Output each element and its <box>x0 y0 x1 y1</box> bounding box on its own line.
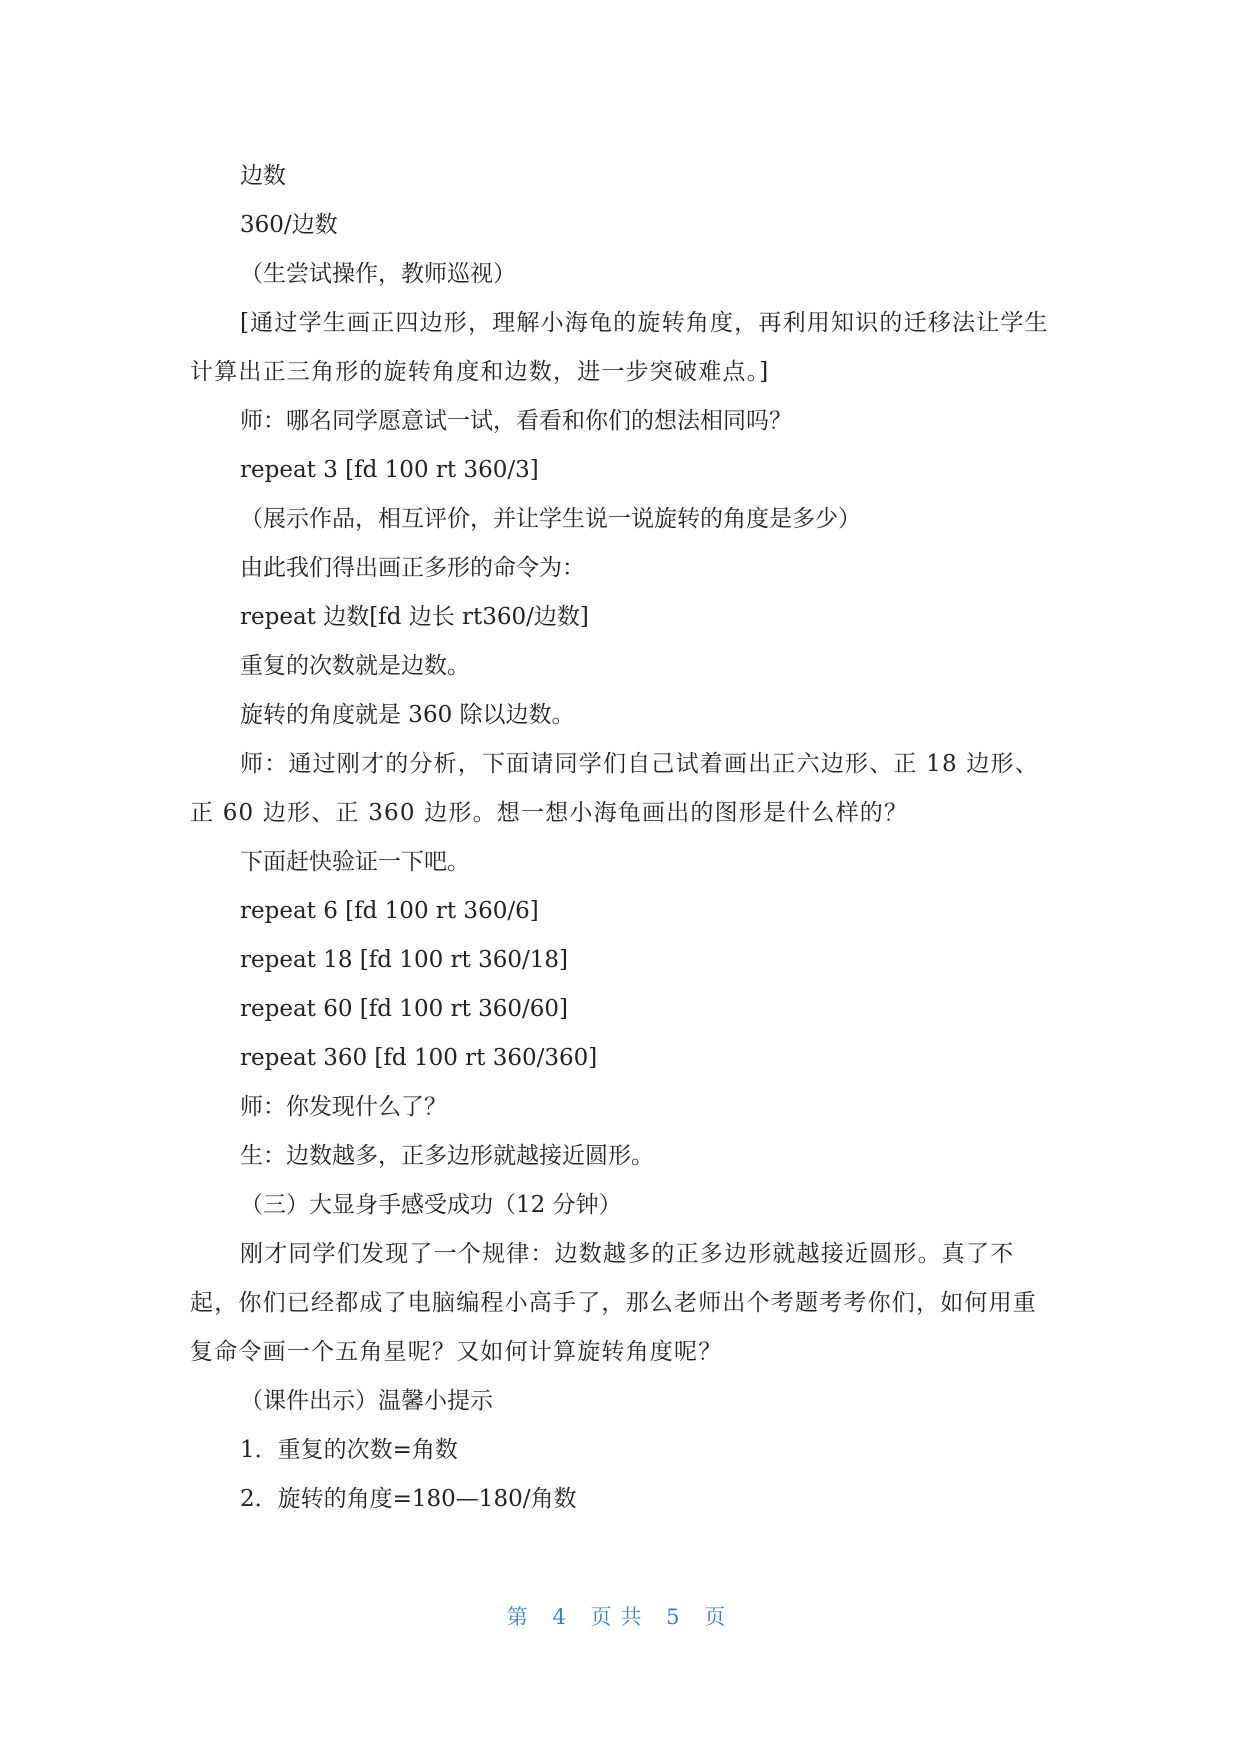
text-line: 边数 <box>240 163 286 189</box>
text-line: （课件出示）温馨小提示 <box>240 1388 493 1414</box>
list-item: 1．重复的次数=角数 <box>240 1437 458 1463</box>
text-line: 下面赶快验证一下吧。 <box>240 849 470 875</box>
text-line: 360/边数 <box>240 212 338 238</box>
paragraph: [通过学生画正四边形，理解小海龟的旋转角度，再利用知识的迁移法让学生计算出正三角形的旋转角度和边数，进一步突破难点。] <box>190 310 1049 385</box>
code-line: repeat 60 [fd 100 rt 360/60] <box>240 996 568 1022</box>
section-heading: （三）大显身手感受成功（12 分钟） <box>240 1192 622 1218</box>
text-line: 重复的次数就是边数。 <box>240 653 470 679</box>
code-line: repeat 360 [fd 100 rt 360/360] <box>240 1045 598 1071</box>
text-line: 生：边数越多，正多边形就越接近圆形。 <box>240 1143 654 1169</box>
code-line: repeat 18 [fd 100 rt 360/18] <box>240 947 568 973</box>
code-line: repeat 3 [fd 100 rt 360/3] <box>240 457 539 483</box>
page-footer: 第 4 页共 5 页 <box>506 1605 735 1629</box>
text-line: 师：你发现什么了？ <box>240 1094 447 1120</box>
text-line: 旋转的角度就是 360 除以边数。 <box>240 702 575 728</box>
text-line: 师：哪名同学愿意试一试，看看和你们的想法相同吗？ <box>240 408 792 434</box>
text-line: （展示作品，相互评价，并让学生说一说旋转的角度是多少） <box>240 506 861 532</box>
list-item: 2．旋转的角度=180—180/角数 <box>240 1486 577 1512</box>
paragraph: 刚才同学们发现了一个规律：边数越多的正多边形就越接近圆形。真了不起，你们已经都成了电脑编程小高手了，那么老师出个考题考考你们，如何用重复命令画一个五角星呢？又如何计算旋转角度呢？ <box>190 1241 1037 1365</box>
text-line: （生尝试操作，教师巡视） <box>240 261 516 287</box>
paragraph: 师：通过刚才的分析，下面请同学们自己试着画出正六边形、正 18 边形、正 60 边形、正 360 边形。想一想小海龟画出的图形是什么样的？ <box>190 751 1039 826</box>
code-line: repeat 6 [fd 100 rt 360/6] <box>240 898 539 924</box>
page-content <box>190 152 1050 1524</box>
text-line: 由此我们得出画正多形的命令为： <box>240 555 585 581</box>
code-line: repeat 边数[fd 边长 rt360/边数] <box>240 604 589 630</box>
